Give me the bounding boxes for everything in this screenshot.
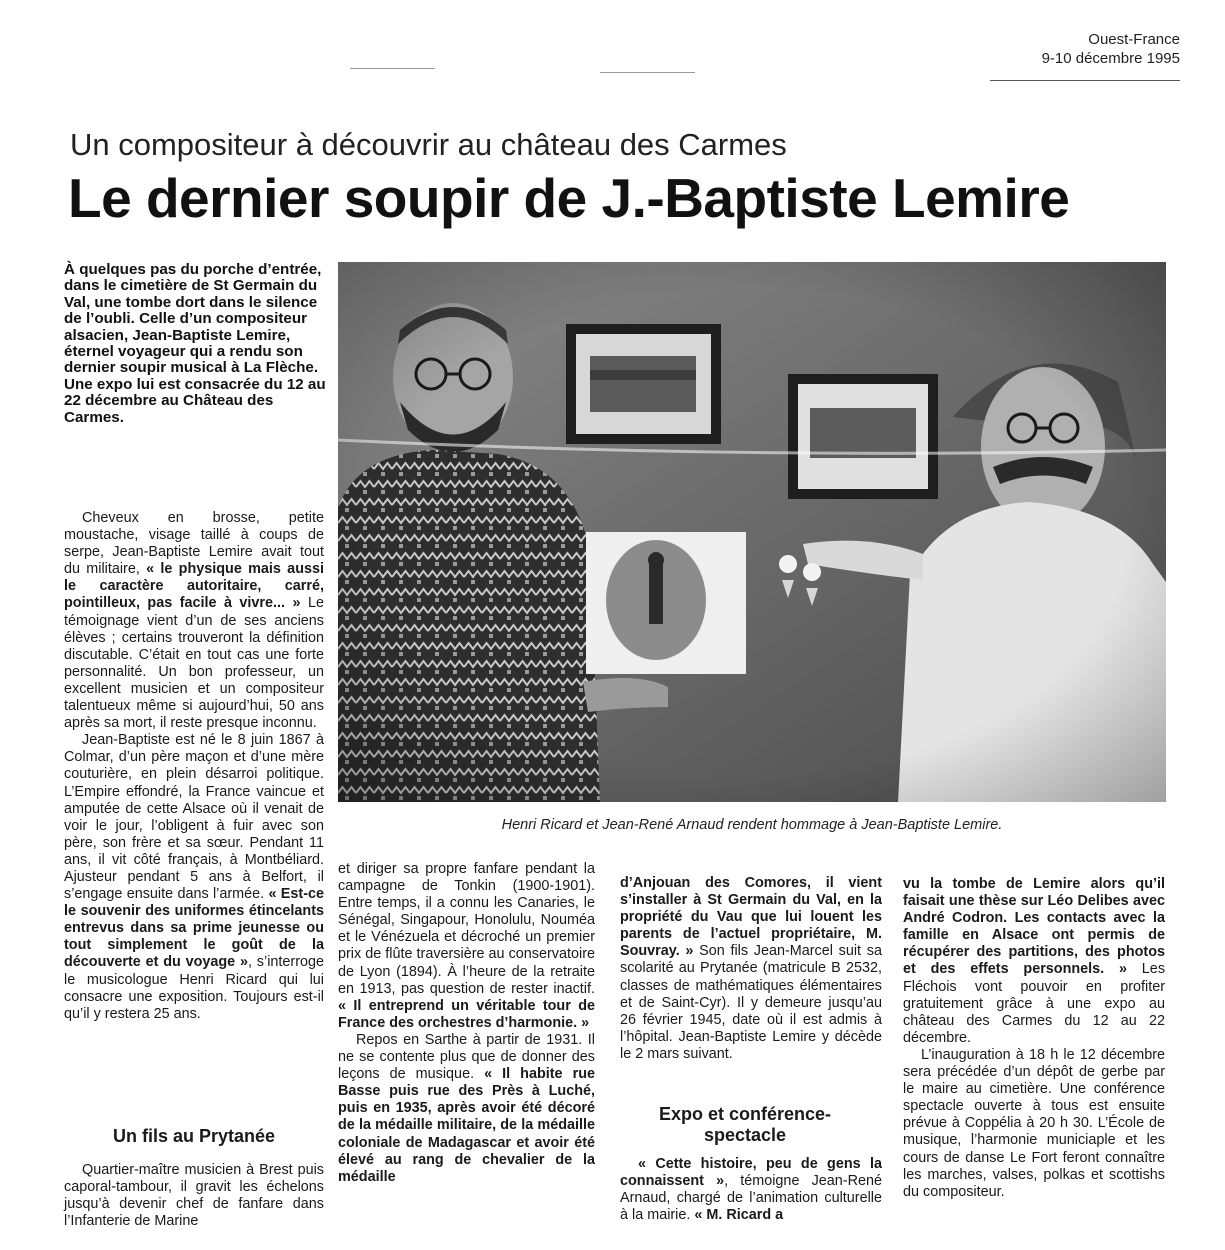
- article-kicker: Un compositeur à découvrir au château des Carmes: [70, 127, 787, 162]
- article-column-3: [620, 875, 882, 1063]
- quote-text: « Cette histoire, peu de gens la connaissent »: [620, 1156, 882, 1190]
- body-paragraph: [64, 510, 324, 732]
- top-rule-mid: [600, 72, 695, 73]
- body-paragraph: [903, 876, 1165, 1047]
- article-column-2: [338, 861, 595, 1186]
- body-paragraph: [620, 875, 882, 1063]
- body-text: Les Fléchois vont pouvoir en profiter gratuitement grâce à une expo au château des Carmes du 12 au 22 décembre.: [903, 961, 1166, 1046]
- newspaper-name: Ouest-France: [1088, 31, 1180, 48]
- article-column-4: [903, 876, 1165, 1201]
- body-text: , témoigne Jean-René Arnaud, chargé de l’animation culturelle à la mairie.: [620, 1173, 882, 1224]
- quote-text: d’Anjouan des Comores, il vient s’installer à St Germain du Val, en la propriété du Vau que lui louent les parents de l’actuel propriétaire, M. Souvray. »: [620, 875, 882, 960]
- masthead: [1042, 30, 1180, 68]
- article-column-3-continued: [620, 1156, 882, 1224]
- article-column-1-continued: [64, 1162, 324, 1230]
- publication-date: 9-10 décembre 1995: [1041, 50, 1180, 67]
- top-rule-left: [350, 68, 435, 69]
- subheading-prytanee: Un fils au Prytanée: [112, 1126, 276, 1146]
- body-text: Cheveux en brosse, petite moustache, visage taillé à coups de serpe, Jean-Baptiste Lemire avait tout du militaire,: [64, 510, 324, 578]
- body-text: Jean-Baptiste est né le 8 juin 1867 à Colmar, d’un père maçon et d’une mère couturière, en plein désarroi politique. L’Empire effondré, la France vaincue et amputée de cette Alsace où il venait de voir le jour, l’obligent à fuir avec son père, son frère et sa sœur. Pendant 11 ans, il vit côté français, à Montbéliard. Ajusteur pendant 5 ans à Belfort, il s’engage ensuite dans l’armée.: [64, 732, 324, 903]
- article-lead: À quelques pas du porche d’entrée, dans le cimetière de St Germain du Val, une tombe dort dans le silence de l’oubli. Celle d’un compositeur alsacien, Jean-Baptiste Lemire, éternel voyageur qui a rendu son dernier soupir musical à La Flèche. Une expo lui est consacrée du 12 au 22 décembre au Château des Carmes.: [64, 261, 326, 426]
- body-text: Repos en Sarthe à partir de 1931. Il ne se contente plus que de donner des leçons de musique.: [338, 1031, 595, 1083]
- quote-text: « Est-ce le souvenir des uniformes étincelants entrevus dans sa prime jeunesse ou tout simplement le goût de la découverte et du voyage »: [64, 886, 324, 971]
- body-text: et diriger sa propre fanfare pendant la campagne de Tonkin (1900-1901). Entre temps, il a connu les Canaries, le Sénégal, Singapour, Honolulu, Nouméa et le Vénézuela et décroché un premier prix de flûte traversière au conservatoire de Lyon (1894). À l’heure de la retraite en 1913, pas question de rester inactif.: [338, 861, 595, 997]
- body-paragraph: L’inauguration à 18 h le 12 décembre sera précédée d’un dépôt de gerbe par le maire au cimetière. Une conférence spectacle ouverte à tous est ensuite prévue à Coppélia à 20 h 30. L’École de musique, l’harmonie municiaple et les cours de danse Le Fort feront connaître les marches, valses, polkas et scottishs du compositeur.: [903, 1046, 1165, 1200]
- quote-text: « Il habite rue Basse puis rue des Près à Luché, puis en 1935, après avoir été décoré de la médaille militaire, de la médaille coloniale de Madagascar et avoir été élevé au rang de chevalier de la médaille: [338, 1066, 595, 1185]
- photo-caption: Henri Ricard et Jean-René Arnaud rendent hommage à Jean-Baptiste Lemire.: [501, 817, 1003, 833]
- body-paragraph: [338, 861, 595, 1032]
- body-paragraph: [620, 1156, 882, 1224]
- quote-text: « Il entreprend un véritable tour de France des orchestres d’harmonie. »: [338, 997, 595, 1031]
- quote-text: vu la tombe de Lemire alors qu’il faisait une thèse sur Léo Delibes avec André Codron. Les contacts avec la famille en Alsace ont permis de récupérer des partitions, des photos et des effets personnels. »: [903, 876, 1165, 978]
- article-column-1: [64, 510, 324, 1023]
- body-paragraph: [64, 732, 324, 1023]
- body-text: Son fils Jean-Marcel suit sa scolarité au Prytanée (matricule B 2532, classes de mathématiques élémentaires et de Saint-Cyr). Il y demeure jusqu’au 26 février 1945, date où il est admis à l’hôpital. Jean-Baptiste Lemire y décède le 2 mars suivant.: [620, 943, 882, 1062]
- body-text: , s’interroge le musicologue Henri Ricard qui lui consacre une exposition. Toujours est-il qu’il y restera 25 ans.: [64, 954, 324, 1022]
- quote-text: « le physique mais aussi le caractère autoritaire, carré, pointilleux, pas facile à vivre... »: [64, 561, 324, 612]
- quote-text: « M. Ricard a: [694, 1207, 784, 1224]
- article-photo: [338, 262, 1166, 802]
- article-headline: Le dernier soupir de J.-Baptiste Lemire: [68, 167, 1070, 229]
- body-paragraph: Quartier-maître musicien à Brest puis caporal-tambour, il gravit les échelons jusqu’à devenir chef de fanfare dans l’Infanterie de Marine: [64, 1162, 324, 1230]
- body-text: Le témoignage vient d’un de ses anciens élèves ; certains trouveront la définition discutable. C’était en tout cas une forte personnalité. Un bon professeur, un excellent musicien et un compositeur talentueux même si aujourd’hui, 50 ans après sa mort, il reste presque inconnu.: [64, 595, 324, 732]
- body-paragraph: [338, 1032, 595, 1186]
- subheading-expo: Expo et conférence-spectacle: [658, 1104, 832, 1145]
- masthead-rule: [990, 80, 1180, 81]
